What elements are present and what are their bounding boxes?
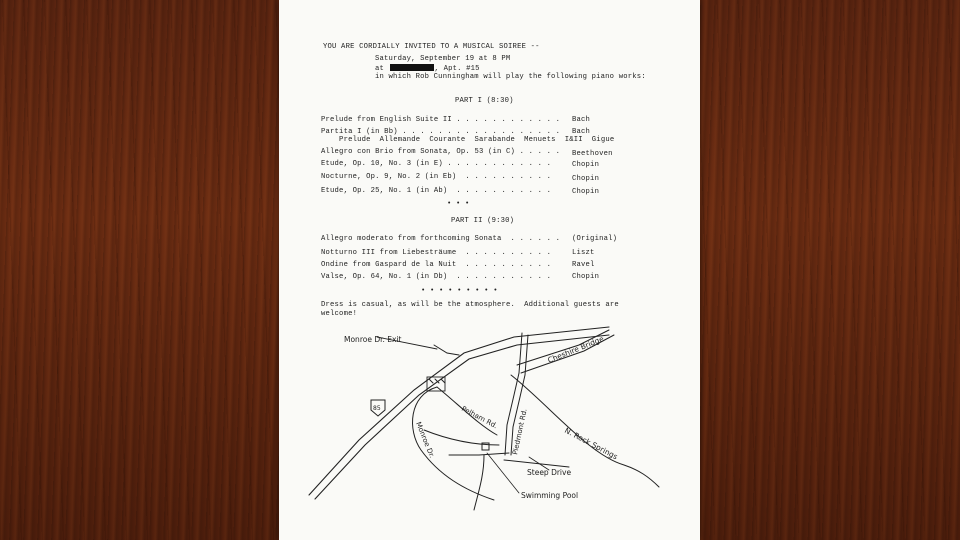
program-item: Partita I (in Bb) . . . . . . . . . . . . . . . . . .: [321, 128, 561, 136]
program-composer: (Original): [572, 235, 618, 243]
program-item: Nocturne, Op. 9, No. 2 (in Eb) . . . . . . . . . .: [321, 173, 552, 181]
program-composer: Chopin: [572, 188, 600, 196]
program-item: Allegro con Brio from Sonata, Op. 53 (in C) . . . . .: [321, 148, 561, 156]
program-item: Allegro moderato from forthcoming Sonata . . . . . .: [321, 235, 561, 243]
address-apt: , Apt. #15: [434, 65, 480, 73]
label-swimming-pool: Swimming Pool: [521, 491, 579, 500]
road-inner-4: [504, 460, 569, 467]
label-i85: 85: [373, 405, 381, 412]
program-item: Prelude from English Suite II . . . . . . . . . . . .: [321, 116, 561, 124]
part2-title: PART II (9:30): [451, 217, 515, 225]
program-item: Notturno III from Liebesträume . . . . . . . . . .: [321, 249, 552, 257]
footer-line1: Dress is casual, as will be the atmosphere. Additional guests are: [321, 301, 619, 309]
program-composer: Bach: [572, 116, 591, 124]
label-cheshire: Cheshire Bridge: [546, 334, 606, 365]
program-item: Valse, Op. 64, No. 1 (in Db) . . . . . . . . . . .: [321, 273, 552, 281]
label-piedmont: Piedmont Rd.: [511, 407, 529, 456]
invite-date: Saturday, September 19 at 8 PM: [375, 55, 511, 63]
program-item: Ondine from Gaspard de la Nuit . . . . . . . . . .: [321, 261, 552, 269]
redaction-bar: [390, 64, 434, 71]
directions-map: [279, 315, 700, 540]
invite-heading: YOU ARE CORDIALLY INVITED TO A MUSICAL SOIREE --: [323, 43, 540, 51]
program-composer: Chopin: [572, 273, 600, 281]
label-rock-springs: N. Rock Springs: [563, 425, 620, 462]
label-monroe-dr: Monroe Dr.: [414, 420, 436, 460]
program-composer: Ravel: [572, 261, 595, 269]
program-item: Etude, Op. 25, No. 1 (in Ab) . . . . . . . . . . .: [321, 187, 552, 195]
part1-separator: • • •: [447, 200, 470, 208]
invitation-paper: [279, 0, 700, 540]
program-composer: Beethoven: [572, 150, 613, 158]
program-composer: Chopin: [572, 175, 600, 183]
label-pelham: Pelham Rd.: [460, 404, 499, 431]
program-composer: Bach: [572, 128, 591, 136]
program-composer: Chopin: [572, 161, 600, 169]
road-inner-2: [449, 453, 509, 455]
invite-intro: in which Rob Cunningham will play the following piano works:: [375, 73, 646, 81]
label-steep-drive: Steep Drive: [527, 468, 572, 477]
program-item: Etude, Op. 10, No. 3 (in E) . . . . . . . . . . . .: [321, 160, 552, 168]
part1-title: PART I (8:30): [455, 97, 514, 105]
program-movements: Prelude Allemande Courante Sarabande Menuets I&II Gigue: [321, 136, 615, 144]
address-at: at: [375, 65, 385, 73]
footer-line2: welcome!: [321, 310, 358, 318]
program-composer: Liszt: [572, 249, 595, 257]
road-exit-ramp: [434, 345, 459, 355]
label-monroe-exit: Monroe Dr. Exit: [344, 335, 402, 344]
arrow-pool: [487, 453, 519, 493]
part2-separator: • • • • • • • • •: [421, 287, 498, 295]
road-inner-3: [474, 455, 484, 510]
